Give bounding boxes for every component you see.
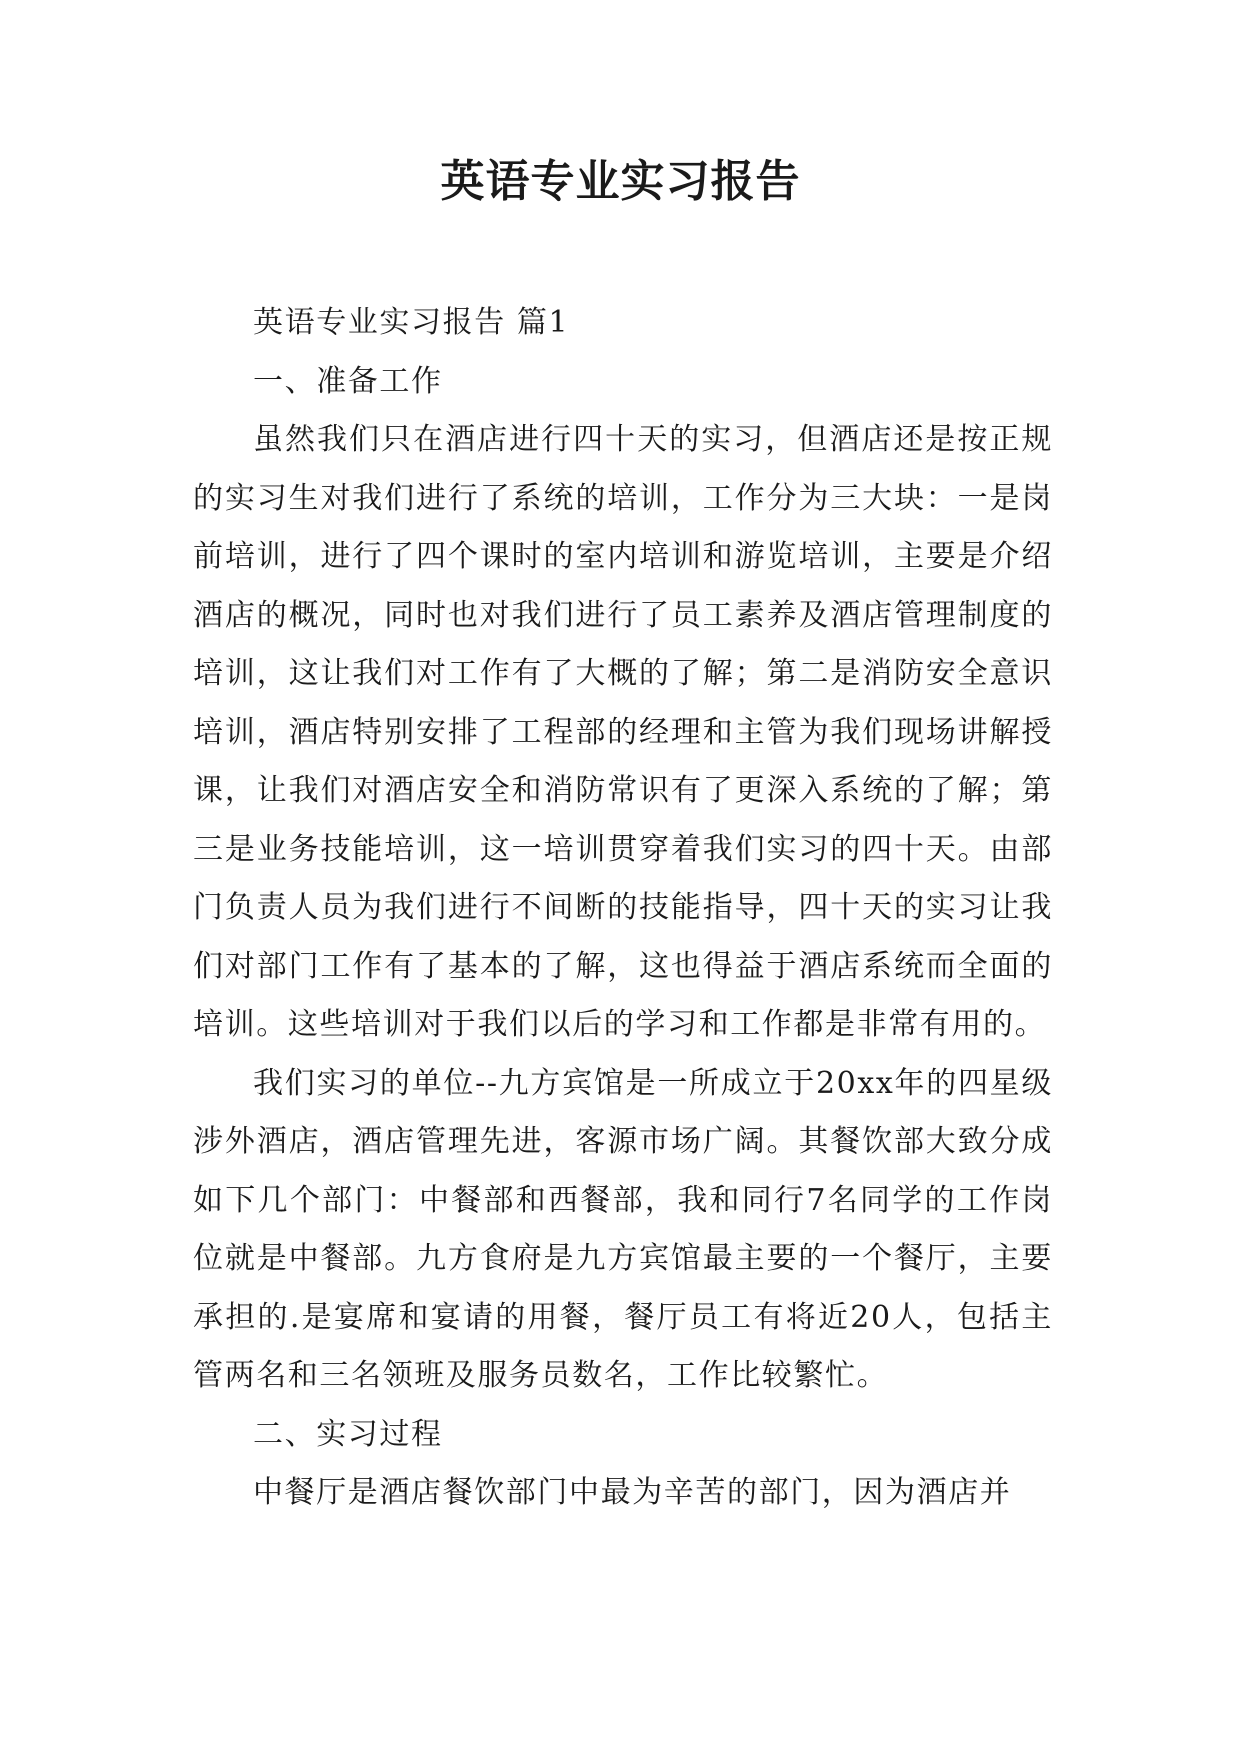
subsection-heading: 一、准备工作	[253, 363, 443, 399]
document-body	[193, 294, 1053, 1523]
section-heading: 英语专业实习报告 篇1	[253, 305, 570, 340]
body-paragraph: 中餐厅是酒店餐饮部门中最为辛苦的部门，因为酒店并	[253, 1475, 1012, 1510]
body-paragraph: 我们实习的单位--九方宾馆是一所成立于20xx年的四星级涉外酒店，酒店管理先进，客源市场广阔。其餐饮部大致分成如下几个部门：中餐部和西餐部，我和同行7名同学的工作岗位就是中餐部。九方食府是九方宾馆最主要的一个餐厅，主要承担的.是宴席和宴请的用餐，餐厅员工有将近20人，包括主管两名和三名领班及服务员数名，工作比较繁忙。	[193, 1065, 1053, 1393]
body-paragraph: 虽然我们只在酒店进行四十天的实习，但酒店还是按正规的实习生对我们进行了系统的培训，工作分为三大块：一是岗前培训，进行了四个课时的室内培训和游览培训，主要是介绍酒店的概况，同时也对我们进行了员工素养及酒店管理制度的培训，这让我们对工作有了大概的了解；第二是消防安全意识培训，酒店特别安排了工程部的经理和主管为我们现场讲解授课，让我们对酒店安全和消防常识有了更深入系统的了解；第三是业务技能培训，这一培训贯穿着我们实习的四十天。由部门负责人员为我们进行不间断的技能指导，四十天的实习让我们对部门工作有了基本的了解，这也得益于酒店系统而全面的培训。这些培训对于我们以后的学习和工作都是非常有用的。	[193, 422, 1053, 1042]
subsection-heading: 二、实习过程	[253, 1416, 443, 1452]
document-title: 英语专业实习报告	[440, 156, 801, 207]
